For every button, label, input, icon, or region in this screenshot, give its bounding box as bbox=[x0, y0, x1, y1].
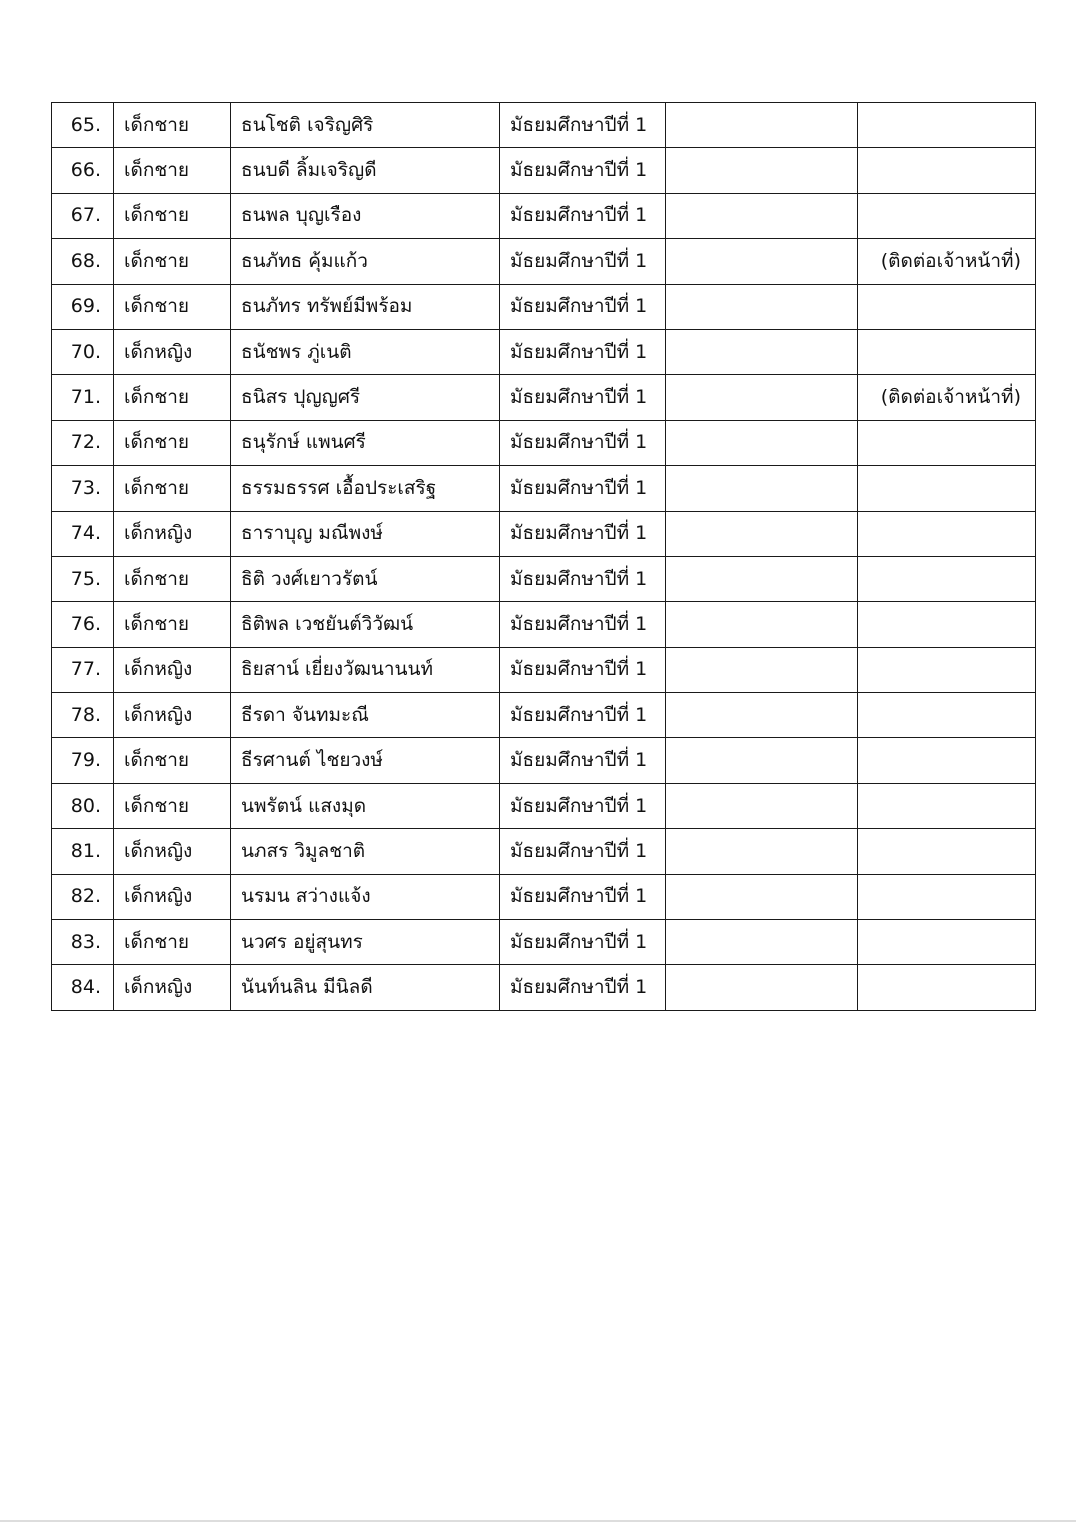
empty-cell bbox=[666, 193, 858, 238]
student-name-cell: ธิยสาน์ เยี่ยงวัฒนานนท์ bbox=[231, 647, 500, 692]
title-prefix-cell: เด็กชาย bbox=[114, 148, 231, 193]
title-prefix-cell: เด็กหญิง bbox=[114, 874, 231, 919]
table-row bbox=[52, 602, 1036, 647]
table-row bbox=[52, 965, 1036, 1010]
title-prefix-cell: เด็กชาย bbox=[114, 466, 231, 511]
table-row bbox=[52, 148, 1036, 193]
student-name-cell: นพรัตน์ แสงมุด bbox=[231, 783, 500, 828]
student-name-cell: ธนัชพร ภู่เนติ bbox=[231, 329, 500, 374]
row-number-cell: 77. bbox=[52, 647, 114, 692]
student-name-cell: นรมน สว่างแจ้ง bbox=[231, 874, 500, 919]
empty-cell bbox=[666, 783, 858, 828]
remark-cell bbox=[858, 466, 1036, 511]
grade-level-cell: มัธยมศึกษาปีที่ 1 bbox=[500, 511, 666, 556]
student-name-cell: ธนบดี ลิ้มเจริญดี bbox=[231, 148, 500, 193]
row-number-cell: 78. bbox=[52, 693, 114, 738]
grade-level-cell: มัธยมศึกษาปีที่ 1 bbox=[500, 284, 666, 329]
student-name-cell: ธนภัทร ทรัพย์มีพร้อม bbox=[231, 284, 500, 329]
remark-cell bbox=[858, 602, 1036, 647]
row-number-cell: 68. bbox=[52, 239, 114, 284]
title-prefix-cell: เด็กชาย bbox=[114, 239, 231, 284]
row-number-cell: 80. bbox=[52, 783, 114, 828]
remark-cell bbox=[858, 511, 1036, 556]
title-prefix-cell: เด็กหญิง bbox=[114, 329, 231, 374]
grade-level-cell: มัธยมศึกษาปีที่ 1 bbox=[500, 738, 666, 783]
grade-level-cell: มัธยมศึกษาปีที่ 1 bbox=[500, 103, 666, 148]
empty-cell bbox=[666, 829, 858, 874]
student-name-cell: นวศร อยู่สุนทร bbox=[231, 920, 500, 965]
empty-cell bbox=[666, 466, 858, 511]
remark-cell bbox=[858, 783, 1036, 828]
empty-cell bbox=[666, 284, 858, 329]
student-name-cell: นภสร วิมูลชาติ bbox=[231, 829, 500, 874]
remark-cell bbox=[858, 148, 1036, 193]
student-name-cell: ธิติพล เวชยันต์วิวัฒน์ bbox=[231, 602, 500, 647]
title-prefix-cell: เด็กหญิง bbox=[114, 829, 231, 874]
row-number-cell: 81. bbox=[52, 829, 114, 874]
row-number-cell: 76. bbox=[52, 602, 114, 647]
title-prefix-cell: เด็กชาย bbox=[114, 738, 231, 783]
row-number-cell: 65. bbox=[52, 103, 114, 148]
row-number-cell: 83. bbox=[52, 920, 114, 965]
title-prefix-cell: เด็กชาย bbox=[114, 783, 231, 828]
title-prefix-cell: เด็กชาย bbox=[114, 420, 231, 465]
empty-cell bbox=[666, 693, 858, 738]
title-prefix-cell: เด็กชาย bbox=[114, 375, 231, 420]
table-row bbox=[52, 329, 1036, 374]
title-prefix-cell: เด็กหญิง bbox=[114, 511, 231, 556]
remark-cell: (ติดต่อเจ้าหน้าที่) bbox=[858, 375, 1036, 420]
title-prefix-cell: เด็กชาย bbox=[114, 920, 231, 965]
row-number-cell: 69. bbox=[52, 284, 114, 329]
row-number-cell: 82. bbox=[52, 874, 114, 919]
empty-cell bbox=[666, 239, 858, 284]
empty-cell bbox=[666, 420, 858, 465]
grade-level-cell: มัธยมศึกษาปีที่ 1 bbox=[500, 420, 666, 465]
empty-cell bbox=[666, 103, 858, 148]
roster-body bbox=[52, 103, 1036, 1011]
grade-level-cell: มัธยมศึกษาปีที่ 1 bbox=[500, 375, 666, 420]
student-name-cell: ธรรมธรรศ เอื้อประเสริฐ bbox=[231, 466, 500, 511]
row-number-cell: 74. bbox=[52, 511, 114, 556]
grade-level-cell: มัธยมศึกษาปีที่ 1 bbox=[500, 148, 666, 193]
grade-level-cell: มัธยมศึกษาปีที่ 1 bbox=[500, 829, 666, 874]
table-row bbox=[52, 103, 1036, 148]
title-prefix-cell: เด็กหญิง bbox=[114, 647, 231, 692]
empty-cell bbox=[666, 511, 858, 556]
student-name-cell: ธนภัทธ คุ้มแก้ว bbox=[231, 239, 500, 284]
empty-cell bbox=[666, 647, 858, 692]
grade-level-cell: มัธยมศึกษาปีที่ 1 bbox=[500, 647, 666, 692]
remark-cell bbox=[858, 329, 1036, 374]
student-name-cell: ธนโชติ เจริญศิริ bbox=[231, 103, 500, 148]
row-number-cell: 75. bbox=[52, 556, 114, 601]
student-name-cell: ธนิสร ปุญญศรี bbox=[231, 375, 500, 420]
grade-level-cell: มัธยมศึกษาปีที่ 1 bbox=[500, 193, 666, 238]
student-name-cell: ธาราบุญ มณีพงษ์ bbox=[231, 511, 500, 556]
empty-cell bbox=[666, 965, 858, 1010]
empty-cell bbox=[666, 920, 858, 965]
table-row bbox=[52, 647, 1036, 692]
row-number-cell: 72. bbox=[52, 420, 114, 465]
remark-cell bbox=[858, 738, 1036, 783]
row-number-cell: 67. bbox=[52, 193, 114, 238]
grade-level-cell: มัธยมศึกษาปีที่ 1 bbox=[500, 874, 666, 919]
remark-cell bbox=[858, 420, 1036, 465]
remark-cell bbox=[858, 284, 1036, 329]
empty-cell bbox=[666, 874, 858, 919]
row-number-cell: 71. bbox=[52, 375, 114, 420]
table-row bbox=[52, 783, 1036, 828]
grade-level-cell: มัธยมศึกษาปีที่ 1 bbox=[500, 239, 666, 284]
title-prefix-cell: เด็กหญิง bbox=[114, 693, 231, 738]
grade-level-cell: มัธยมศึกษาปีที่ 1 bbox=[500, 783, 666, 828]
table-row bbox=[52, 738, 1036, 783]
empty-cell bbox=[666, 738, 858, 783]
empty-cell bbox=[666, 148, 858, 193]
table-row bbox=[52, 829, 1036, 874]
row-number-cell: 79. bbox=[52, 738, 114, 783]
student-name-cell: ธีรศานต์ ไชยวงษ์ bbox=[231, 738, 500, 783]
empty-cell bbox=[666, 556, 858, 601]
student-name-cell: ธนุรักษ์ แพนศรี bbox=[231, 420, 500, 465]
title-prefix-cell: เด็กชาย bbox=[114, 602, 231, 647]
remark-cell bbox=[858, 829, 1036, 874]
grade-level-cell: มัธยมศึกษาปีที่ 1 bbox=[500, 602, 666, 647]
remark-cell bbox=[858, 965, 1036, 1010]
student-name-cell: ธีรดา จันทมะณี bbox=[231, 693, 500, 738]
remark-cell bbox=[858, 920, 1036, 965]
grade-level-cell: มัธยมศึกษาปีที่ 1 bbox=[500, 920, 666, 965]
title-prefix-cell: เด็กหญิง bbox=[114, 965, 231, 1010]
remark-cell bbox=[858, 556, 1036, 601]
table-row bbox=[52, 920, 1036, 965]
remark-cell bbox=[858, 693, 1036, 738]
student-name-cell: ธิติ วงศ์เยาวรัตน์ bbox=[231, 556, 500, 601]
table-row bbox=[52, 239, 1036, 284]
empty-cell bbox=[666, 602, 858, 647]
student-name-cell: ธนพล บุญเรือง bbox=[231, 193, 500, 238]
remark-cell bbox=[858, 874, 1036, 919]
table-row bbox=[52, 375, 1036, 420]
remark-cell bbox=[858, 193, 1036, 238]
title-prefix-cell: เด็กชาย bbox=[114, 284, 231, 329]
student-name-cell: นันท์นลิน มีนิลดี bbox=[231, 965, 500, 1010]
row-number-cell: 66. bbox=[52, 148, 114, 193]
empty-cell bbox=[666, 375, 858, 420]
title-prefix-cell: เด็กชาย bbox=[114, 193, 231, 238]
table-row bbox=[52, 511, 1036, 556]
grade-level-cell: มัธยมศึกษาปีที่ 1 bbox=[500, 965, 666, 1010]
grade-level-cell: มัธยมศึกษาปีที่ 1 bbox=[500, 329, 666, 374]
row-number-cell: 70. bbox=[52, 329, 114, 374]
grade-level-cell: มัธยมศึกษาปีที่ 1 bbox=[500, 556, 666, 601]
remark-cell: (ติดต่อเจ้าหน้าที่) bbox=[858, 239, 1036, 284]
title-prefix-cell: เด็กชาย bbox=[114, 103, 231, 148]
grade-level-cell: มัธยมศึกษาปีที่ 1 bbox=[500, 466, 666, 511]
table-row bbox=[52, 874, 1036, 919]
row-number-cell: 84. bbox=[52, 965, 114, 1010]
empty-cell bbox=[666, 329, 858, 374]
table-row bbox=[52, 420, 1036, 465]
remark-cell bbox=[858, 647, 1036, 692]
remark-cell bbox=[858, 103, 1036, 148]
table-row bbox=[52, 693, 1036, 738]
table-row bbox=[52, 284, 1036, 329]
grade-level-cell: มัธยมศึกษาปีที่ 1 bbox=[500, 693, 666, 738]
table-row bbox=[52, 193, 1036, 238]
table-row bbox=[52, 556, 1036, 601]
row-number-cell: 73. bbox=[52, 466, 114, 511]
table-row bbox=[52, 466, 1036, 511]
title-prefix-cell: เด็กชาย bbox=[114, 556, 231, 601]
student-roster-table bbox=[51, 102, 1036, 1011]
